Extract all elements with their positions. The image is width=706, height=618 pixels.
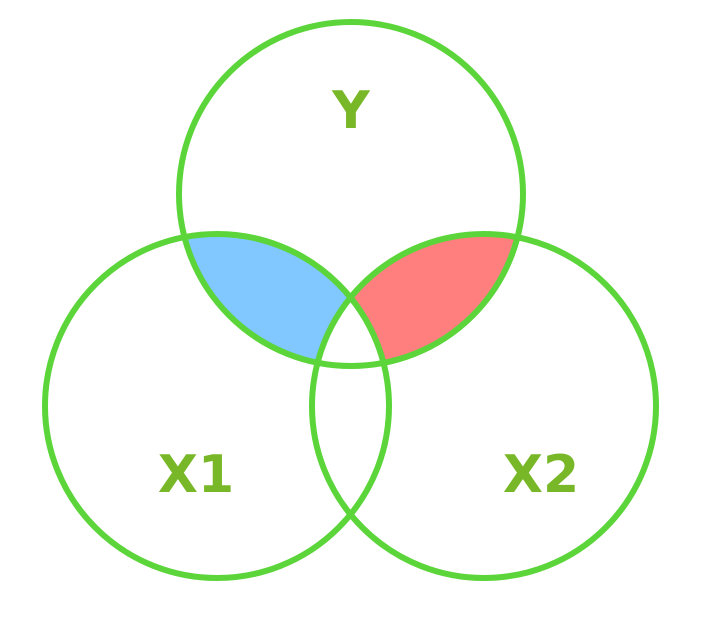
label-y: Y <box>332 81 370 141</box>
label-x1: X1 <box>157 445 235 505</box>
label-x2: X2 <box>502 445 580 505</box>
